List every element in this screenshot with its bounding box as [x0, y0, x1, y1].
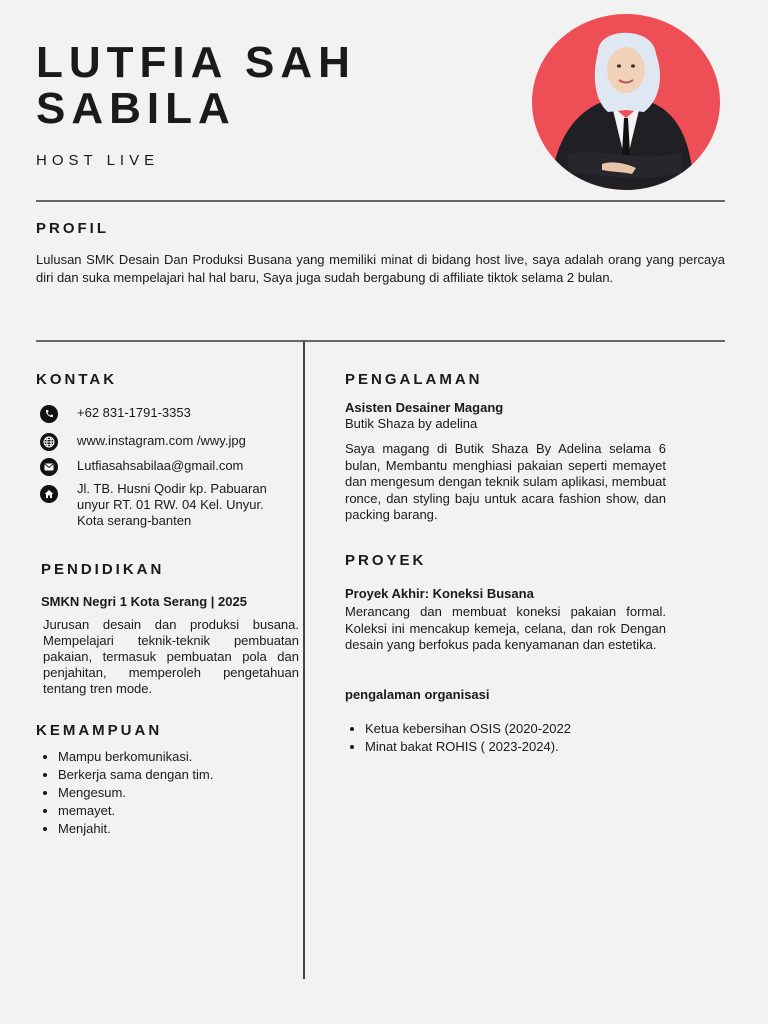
globe-icon	[40, 433, 58, 451]
profil-text: Lulusan SMK Desain Dan Produksi Busana yang memiliki minat di bidang host live, saya adalah orang yang percaya diri dan suka mempelajari hal hal baru, Saya juga sudah bergabung di affiliate tiktok selama 2 bulan.	[36, 252, 725, 285]
column-divider	[303, 341, 305, 979]
job-company: Butik Shaza by adelina	[345, 416, 478, 431]
mail-icon	[40, 458, 58, 476]
contact-website-text[interactable]: www.instagram.com /wwy.jpg	[77, 433, 246, 448]
phone-icon	[40, 405, 58, 423]
contact-address-text: Jl. TB. Husni Qodir kp. Pabuaran unyur RT. 01 RW. 04 Kel. Unyur. Kota serang-banten	[77, 481, 267, 528]
contact-email-text[interactable]: Lutfiasahsabilaa@gmail.com	[77, 458, 244, 473]
contact-website	[40, 433, 280, 451]
skill-item: • memayet.	[58, 802, 298, 820]
pendidikan-text: Jurusan desain dan produksi busana. Mempelajari teknik-teknik pembuatan pakaian, termasuk pembuatan pola dan penjahitan, memperoleh pengetahuan tentang tren mode.	[43, 617, 299, 696]
section-title-profil: PROFIL	[36, 220, 109, 237]
organisasi-list	[347, 720, 685, 756]
contact-address	[40, 481, 285, 529]
name-line-1: LUTFIA SAH	[36, 38, 356, 87]
organisasi-title: pengalaman organisasi	[345, 687, 490, 702]
project-title: Proyek Akhir: Koneksi Busana	[345, 586, 534, 601]
job-role: HOST LIVE	[36, 152, 160, 169]
organisasi-item: • Ketua kebersihan OSIS (2020-2022	[365, 720, 685, 738]
skill-item: • Mampu berkomunikasi.	[58, 748, 298, 766]
skill-item: • Menjahit.	[58, 820, 298, 838]
pengalaman-text: Saya magang di Butik Shaza By Adelina selama 6 bulan, Membantu menghiasi pakaian seperti memayet dan mengesum dengan teknik sulam aplikasi, membuat ronce, dan styling baju untuk acara fashion show, dan packing barang.	[345, 441, 666, 522]
section-title-kontak: KONTAK	[36, 371, 118, 388]
proyek-text: Merancang dan membuat koneksi pakaian formal. Koleksi ini mencakup kemeja, celana, dan rok Dengan desain yang berfokus pada kenyamanan dan estetika.	[345, 604, 666, 652]
skill-item: • Berkerja sama dengan tim.	[58, 766, 298, 784]
section-title-kemampuan: KEMAMPUAN	[36, 722, 163, 739]
header-divider	[36, 200, 725, 202]
resume-name	[36, 40, 356, 132]
contact-phone	[40, 405, 280, 423]
section-title-pengalaman: PENGALAMAN	[345, 371, 483, 388]
job-title: Asisten Desainer Magang	[345, 400, 504, 415]
profile-photo	[532, 14, 720, 190]
profil-divider	[36, 340, 725, 342]
name-line-2: SABILA	[36, 84, 236, 133]
section-title-pendidikan: PENDIDIKAN	[41, 561, 165, 578]
skill-item: • Mengesum.	[58, 784, 298, 802]
contact-email	[40, 458, 280, 476]
contact-phone-text: +62 831-1791-3353	[77, 405, 191, 420]
skills-list	[40, 748, 298, 838]
section-title-proyek: PROYEK	[345, 552, 427, 569]
person-illustration	[532, 14, 720, 190]
home-icon	[40, 485, 58, 503]
organisasi-item: • Minat bakat ROHIS ( 2023-2024).	[365, 738, 685, 756]
school-name: SMKN Negri 1 Kota Serang | 2025	[41, 594, 247, 609]
